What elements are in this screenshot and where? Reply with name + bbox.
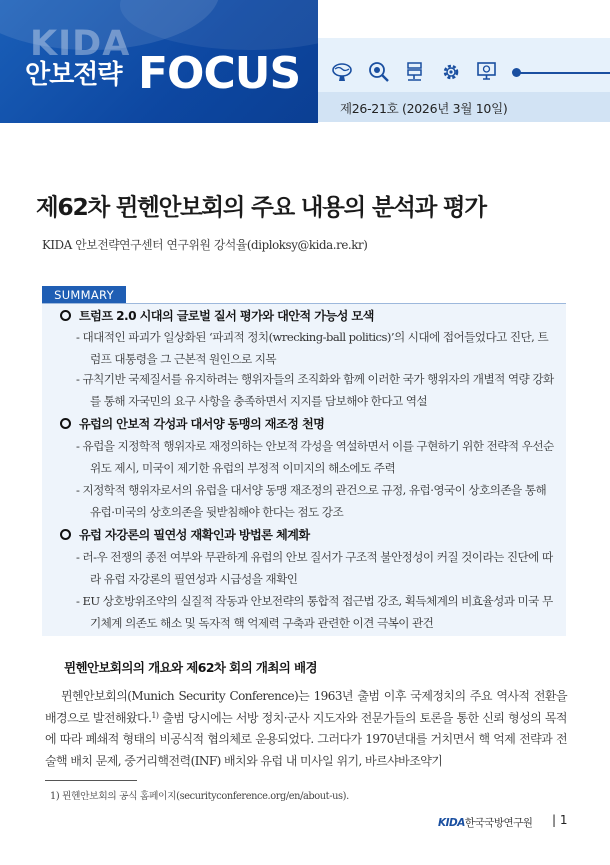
summary-item: - 대대적인 파괴가 일상화된 ‘파괴적 정치(wrecking-ball politics)’의 시대에 접어들었다고 진단, 트럼프 대통령을 그 근본적 원인으로 지목 <box>76 330 549 366</box>
header-icons <box>330 60 500 84</box>
footnote-ref[interactable]: 1) <box>151 710 159 720</box>
summary-heading <box>60 307 374 324</box>
footer-logo <box>438 815 532 830</box>
summary-heading-text: 트럼프 2.0 시대의 글로벌 질서 평가와 대안적 가능성 모색 <box>79 309 374 323</box>
summary-label: SUMMARY <box>42 286 126 304</box>
footnote-divider <box>45 780 137 781</box>
monitor-icon <box>474 60 500 84</box>
brand-focus: FOCUS <box>138 48 301 99</box>
summary-heading <box>60 526 310 543</box>
summary-item: - 유럽을 지정학적 행위자로 재정의하는 안보적 각성을 역설하면서 이를 구현하기 위한 전략적 우선순위도 제시, 미국이 제기한 유럽의 부정적 이미지의 해소에도 주력 <box>76 439 554 475</box>
issue-number: 제26-21호 (2026년 3월 10일) <box>340 101 508 116</box>
header-banner <box>0 0 318 123</box>
gear-icon <box>438 60 464 84</box>
body-paragraph <box>45 686 567 772</box>
paragraph-text: 뮌헨안보회의(Munich Security Conference)는 1963년 출범 이후 국제정치의 주요 역사적 전환을 배경으로 발전해왔다. <box>45 689 567 725</box>
summary-heading-text: 유럽의 안보적 각성과 대서양 동맹의 재조정 천명 <box>79 417 325 431</box>
summary-heading-text: 유럽 자강론의 필연성 재확인과 방법론 체계화 <box>79 528 310 542</box>
server-stack-icon <box>402 60 428 84</box>
footer-logo-kida: KIDA <box>438 817 465 829</box>
summary-heading <box>60 415 324 432</box>
author-line: KIDA 안보전략연구센터 연구위원 강석율(diploksy@kida.re.kr) <box>42 238 368 252</box>
circle-bullet-icon <box>60 310 71 321</box>
circle-bullet-icon <box>60 418 71 429</box>
summary-item: - 규칙기반 국제질서를 유지하려는 행위자들의 조직화와 함께 이러한 국가 행위자의 개별적 역량 강화를 통해 자국민의 요구 사항을 충족하면서 지지를 담보해야 한다고 역설 <box>76 372 554 408</box>
circle-bullet-icon <box>60 529 71 540</box>
header-rule-dot <box>512 68 521 77</box>
footer-logo-text: 한국국방연구원 <box>464 817 533 829</box>
page-number: | 1 <box>552 813 568 827</box>
brand-kida: KIDA <box>30 24 131 64</box>
header-rule <box>518 72 610 74</box>
summary-item: - EU 상호방위조약의 실질적 작동과 안보전략의 통합적 접근법 강조, 획득체계의 비효율성과 미국 무기체계 의존도 해소 및 독자적 핵 억제력 구축과 관련한 이견 극복이 관건 <box>76 594 553 630</box>
summary-item: - 러-우 전쟁의 종전 여부와 무관하게 유럽의 안보 질서가 구조적 불안정성이 커질 것이라는 진단에 따라 유럽 자강론의 필연성과 시급성을 재확인 <box>76 550 553 586</box>
section-title: 뮌헨안보회의의 개요와 제62차 회의 개최의 배경 <box>64 660 317 675</box>
footnote: 1) 뮌헨안보회의 공식 홈페이지(securityconference.org/en/about-us). <box>50 791 349 802</box>
paragraph-text: 출범 당시에는 서방 정치·군사 지도자와 전문가들의 토론을 통한 신뢰 형성의 목적에 따라 폐쇄적 형태의 비공식적 협의체로 운용되었다. 그러다가 1970년대를 거치면서 핵 억제 전략과 전술핵 배치 문제, 중거리핵전력(INF) 배치와 유럽 내 미사일 위기, 바르샤바조약기 <box>45 710 567 768</box>
brand-korean: 안보전략 <box>25 60 122 90</box>
summary-item: - 지정학적 행위자로서의 유럽을 대서양 동맹 재조정의 관건으로 규정, 유럽·영국이 상호의존을 통해 유럽·미국의 상호의존을 뒷받침해야 한다는 점도 강조 <box>76 483 547 519</box>
page-title: 제62차 뮌헨안보회의 주요 내용의 분석과 평가 <box>36 193 486 221</box>
world-globe-icon <box>330 60 356 84</box>
magnifier-icon <box>366 60 392 84</box>
